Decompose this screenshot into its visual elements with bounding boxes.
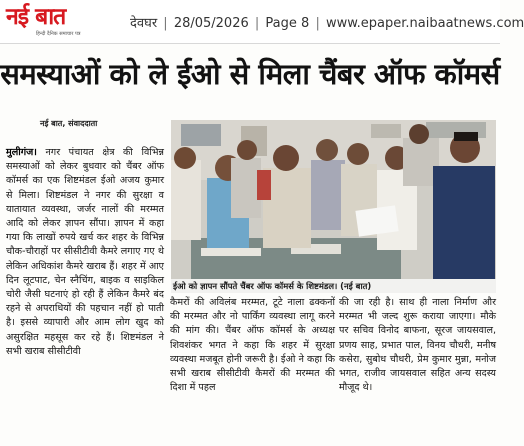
article-column-2: कैमरों की अविलंब मरम्मत, टूटे नाला ढक्कनों की मरम्मत और नो पार्किंग व्यवस्था लागू करने की मांग की। चैंबर ऑफ कॉमर्स के अध्यक्ष शिवशंकर भगत ने कहा कि शहर में सुरक्षा व्यवस्था मजबूत होनी जरूरी है। ईओ ने कहा कि सभी खराब सीसीटीवी कैमरों की मरम्मत की दिशा में पहल (170, 297, 335, 394)
delegation-photo-illustration (171, 120, 496, 279)
article-column-1 (6, 146, 164, 359)
article-dateline: नई बात, संवाददाता (40, 119, 98, 128)
newspaper-logo[interactable] (6, 5, 92, 39)
separator: | (254, 16, 260, 31)
logo-tagline: हिन्दी दैनिक समाचार पत्र (36, 31, 81, 37)
article-column-3: की जा रही है। साथ ही नाला निर्माण और मरम्मत भी जल्द शुरू कराया जाएगा। मौके पर सचिव विनोद बाफना, सूरज जायसवाल, प्रणय साह, प्रभात पाल, विनय चौधरी, मनीष कसेरा, सुबोध चौधरी, प्रेम कुमार मुन्ना, मनोज भगत, राजीव जायसवाल सहित अन्य सदस्य मौजूद थे। (339, 297, 496, 394)
masthead (0, 0, 524, 44)
photo-caption: ईओ को ज्ञापन सौंपते चैंबर ऑफ कॉमर्स के शिष्टमंडल। (नई बात) (171, 279, 496, 293)
epaper-link[interactable]: www.epaper.naibaatnews.com (325, 16, 524, 31)
article-column-1-text: नगर पंचायत क्षेत्र की विभिन्न समस्याओं को लेकर बुधवार को चैंबर ऑफ कॉमर्स का एक शिष्टमंडल ईओ अजय कुमार से मिला। शिष्टमंडल ने नगर की सुरक्षा व यातायात व्यवस्था, जर्जर नालों की मरम्मत आदि को लेकर ज्ञापन सौंपा। ज्ञापन में कहा गया कि लाखों रुपये खर्च कर शहर के विभिन्न चौक-चौराहों पर सीसीटीवी कैमरे लगाए गए थे लेकिन अधिकांश कैमरे खराब हैं। शहर में आए दिन लूटपाट, चेन स्नैचिंग, बाइक व साइकिल चोरी जैसी घटनाएं हो रही हैं लेकिन कैमरे बंद रहने से अपराधियों की पहचान नहीं हो पाती है। इससे व्यापारी और आम लोग खुद को असुरक्षित महसूस कर रहे हैं। शिष्टमंडल ने सभी खराब सीसीटीवी (6, 147, 164, 357)
edition-info (130, 13, 524, 31)
article-headline: समस्याओं को ले ईओ से मिला चैंबर ऑफ कॉमर्स (0, 57, 500, 91)
logo-text: नई बात (6, 4, 66, 30)
edition-date: 28/05/2026 (173, 16, 249, 31)
separator: | (315, 16, 320, 31)
news-photo (171, 120, 496, 279)
edition-city: देवघर (130, 16, 158, 31)
separator: | (163, 16, 168, 31)
page-number: Page 8 (265, 16, 310, 31)
article-lead-place: मुलीगंज। (6, 147, 37, 158)
